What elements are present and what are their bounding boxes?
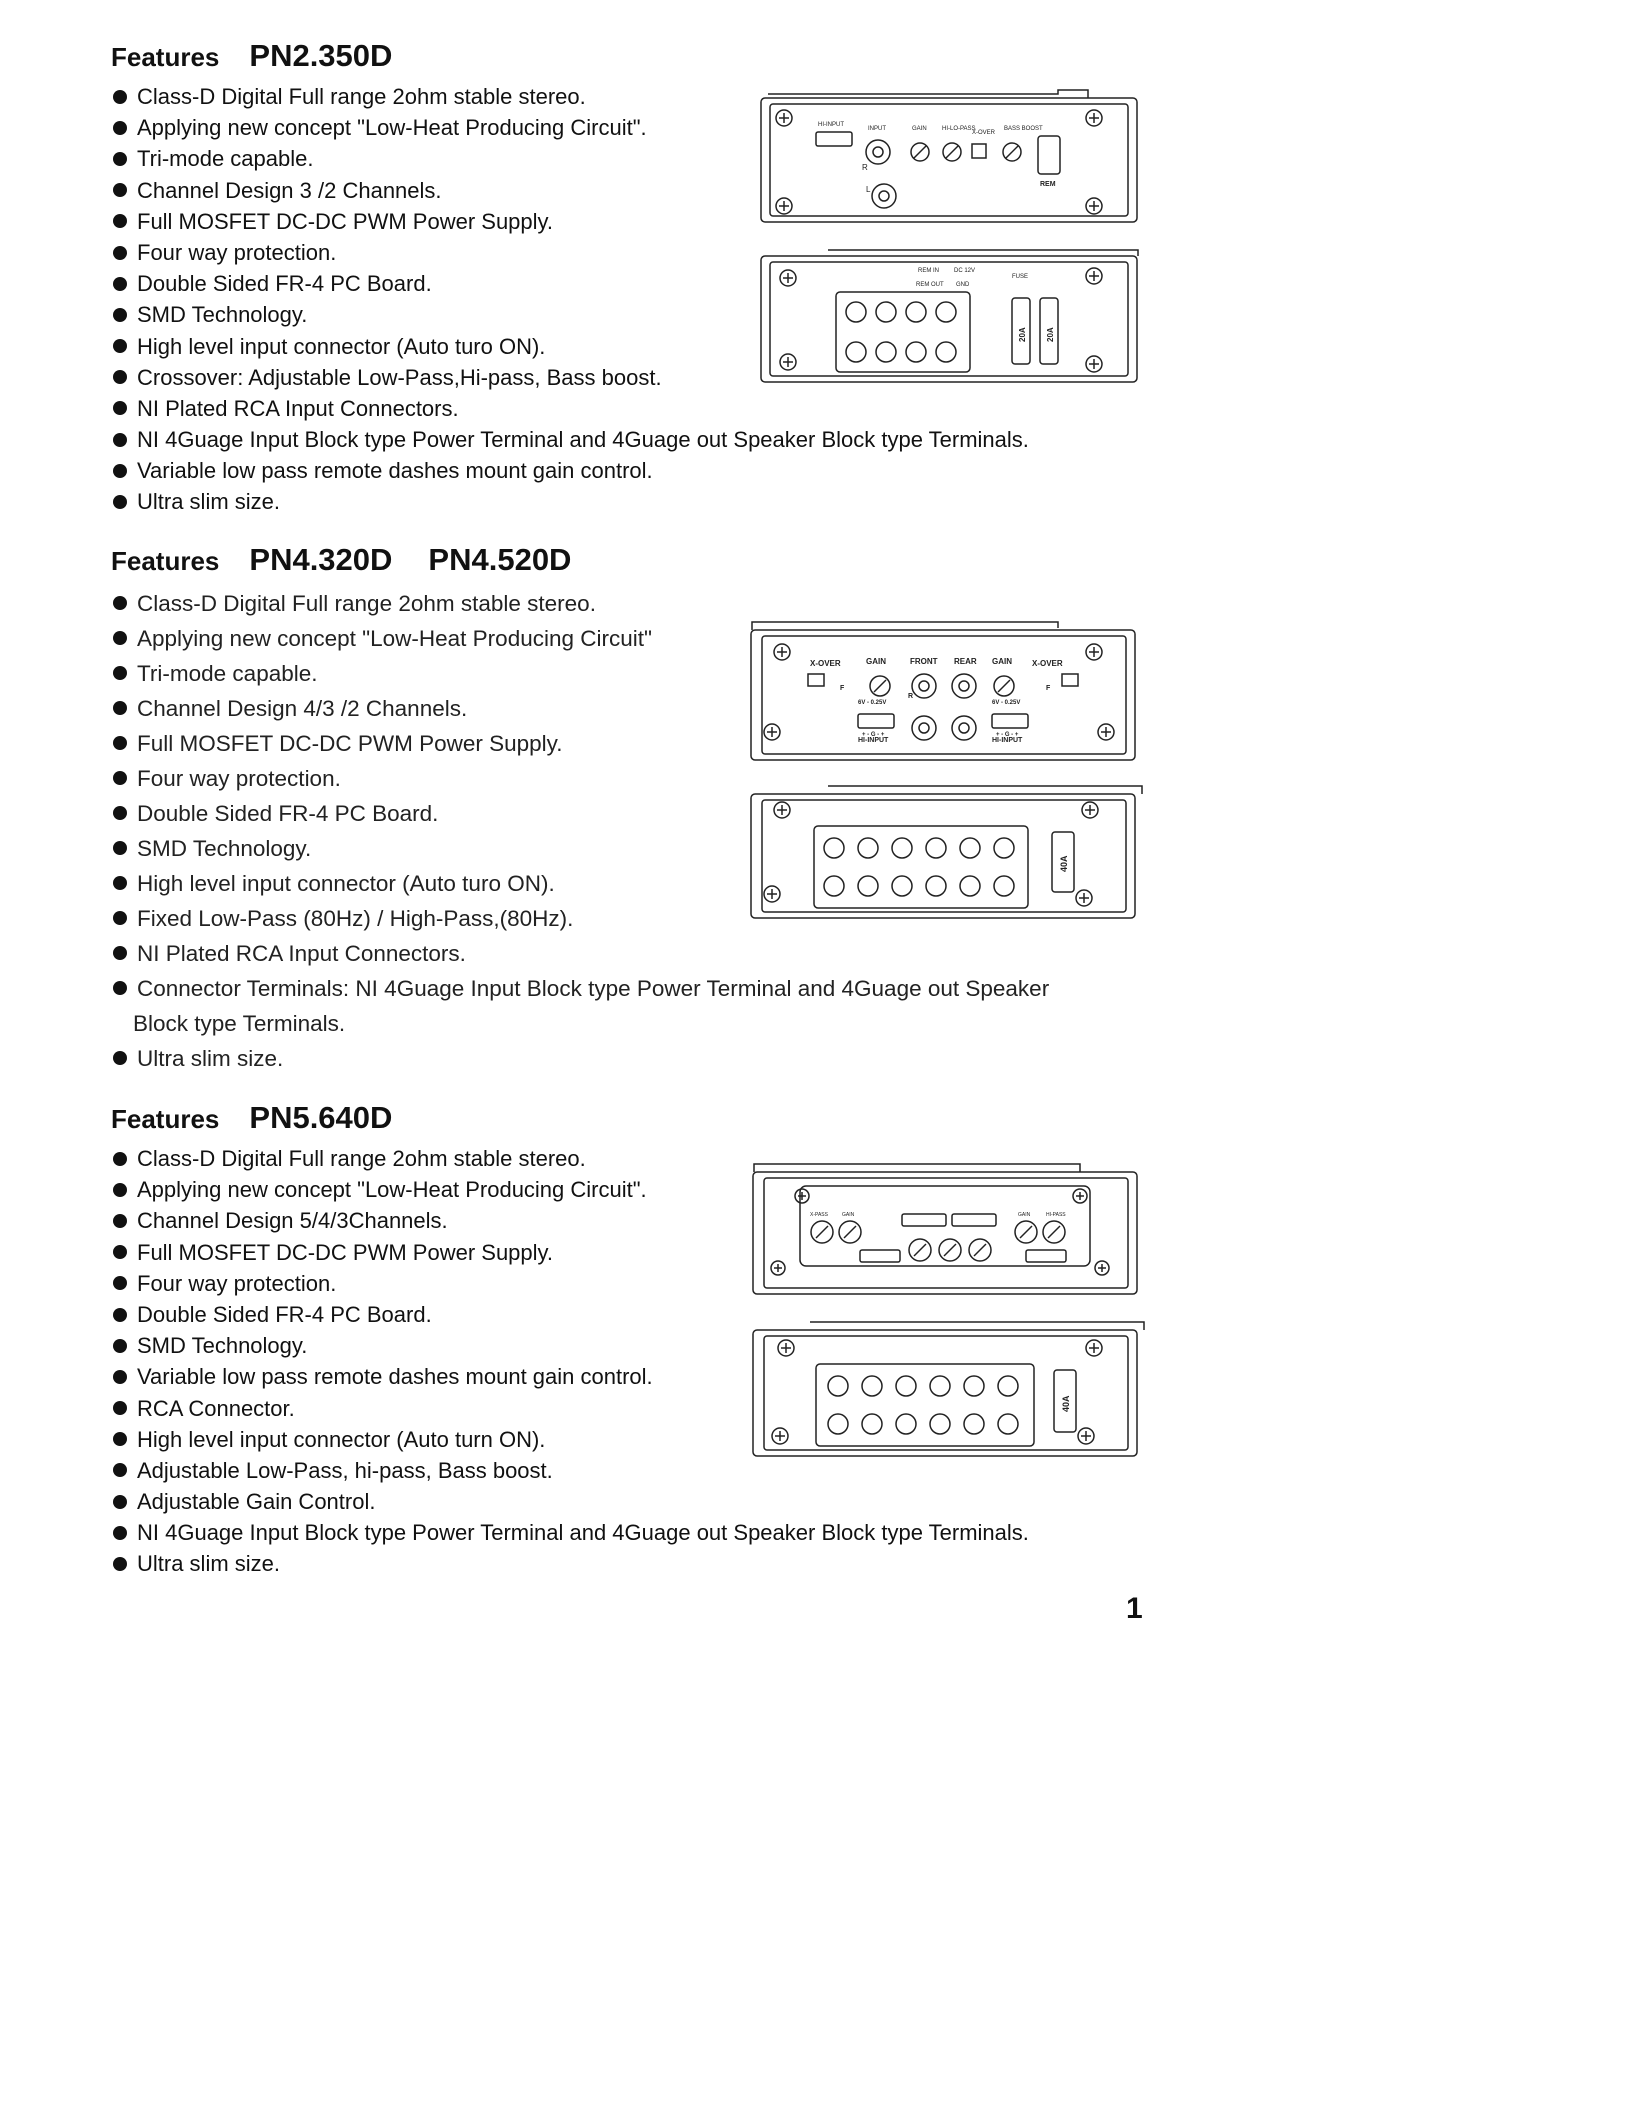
panel-label: GAIN [1018,1212,1031,1218]
panel-label: HI-LO-PASS [942,126,976,132]
pn4-rear-panel-diagram [748,782,1146,922]
bullet-icon [113,771,127,785]
bullet-icon [113,911,127,925]
bullet-icon [113,1526,127,1540]
feature-item: Four way protection. [111,237,1029,268]
bullet-icon [113,1339,127,1353]
feature-item: SMD Technology. [111,831,1049,866]
bullet-icon [113,876,127,890]
feature-item: Full MOSFET DC-DC PWM Power Supply. [111,1237,1029,1268]
panel-label: GAIN [912,126,927,132]
panel-label: FUSE [1012,274,1029,280]
bullet-icon [113,214,127,228]
feature-item: Tri-mode capable. [111,656,1049,691]
bullet-icon [113,1051,127,1065]
feature-item: Ultra slim size. [111,486,1029,517]
bullet-icon [113,1557,127,1571]
model-name: PN5.640D [249,1100,393,1135]
bullet-icon [113,806,127,820]
feature-item: RCA Connector. [111,1393,1029,1424]
panel-label: GND [956,282,970,288]
bullet-icon [113,1214,127,1228]
panel-label: X-OVER [810,659,841,668]
bullet-icon [113,736,127,750]
feature-item: SMD Technology. [111,299,1029,330]
panel-label: DC 12V [954,268,976,274]
feature-item: High level input connector (Auto turo ON). [111,331,1029,362]
feature-item: Fixed Low-Pass (80Hz) / High-Pass,(80Hz). [111,901,1049,936]
feature-item: Tri-mode capable. [111,143,1029,174]
feature-item: Ultra slim size. [111,1041,1049,1076]
feature-item: Adjustable Low-Pass, hi-pass, Bass boost. [111,1455,1029,1486]
bullet-icon [113,1463,127,1477]
feature-item: Applying new concept "Low-Heat Producing Circuit". [111,1174,1029,1205]
bullet-icon [113,596,127,610]
panel-label: + - G - + [996,732,1019,738]
feature-item: Full MOSFET DC-DC PWM Power Supply. [111,726,1049,761]
features-label: Features [111,42,220,72]
features-label: Features [111,546,220,576]
section-heading [111,1100,1029,1136]
bullet-icon [113,1432,127,1446]
feature-item: Channel Design 5/4/3Channels. [111,1205,1029,1236]
feature-item: Double Sided FR-4 PC Board. [111,1299,1029,1330]
panel-label: X-OVER [1032,659,1063,668]
bullet-icon [113,246,127,260]
bullet-icon [113,464,127,478]
panel-label: FRONT [910,657,938,666]
panel-label: INPUT [868,126,886,132]
bullet-icon [113,1401,127,1415]
panel-label: HI-INPUT [818,122,844,128]
feature-item: Full MOSFET DC-DC PWM Power Supply. [111,206,1029,237]
bullet-icon [113,666,127,680]
features-label: Features [111,1104,220,1134]
fuse-label: 20A [1046,327,1055,342]
panel-label: 6V - 0.25V [858,700,887,706]
bullet-icon [113,1370,127,1384]
bullet-icon [113,401,127,415]
feature-item: Applying new concept "Low-Heat Producing Circuit" [111,621,1049,656]
bullet-icon [113,1308,127,1322]
panel-label: GAIN [842,1212,855,1218]
panel-label: R [908,693,914,700]
model-name: PN4.320D [249,542,393,577]
bullet-icon [113,433,127,447]
panel-label: REM OUT [916,282,944,288]
feature-item: NI 4Guage Input Block type Power Terminal and 4Guage out Speaker Block type Terminals. [111,424,1029,455]
bullet-icon [113,90,127,104]
feature-item: NI Plated RCA Input Connectors. [111,393,1029,424]
pn5-front-panel-diagram [750,1160,1144,1298]
panel-label: X-OVER [972,130,996,136]
feature-item: NI Plated RCA Input Connectors. [111,936,1049,971]
feature-item: High level input connector (Auto turo ON). [111,866,1049,901]
pn2-front-panel-diagram [758,88,1144,226]
panel-label: F [840,685,845,692]
bullet-icon [113,495,127,509]
bullet-icon [113,370,127,384]
bullet-icon [113,841,127,855]
feature-item: NI 4Guage Input Block type Power Terminal and 4Guage out Speaker Block type Terminals. [111,1517,1029,1548]
model-name: PN4.520D [428,542,572,577]
panel-label: X-PASS [810,1212,828,1218]
bullet-icon [113,183,127,197]
feature-item: Channel Design 4/3 /2 Channels. [111,691,1049,726]
panel-label: REAR [954,657,977,666]
model-name: PN2.350D [249,38,393,73]
feature-item: Four way protection. [111,761,1049,796]
pn5-rear-panel-diagram [750,1318,1148,1460]
feature-continuation: Block type Terminals. [133,1011,346,1036]
bullet-icon [113,1183,127,1197]
bullet-icon [113,946,127,960]
panel-label: HI-PASS [1046,1212,1066,1218]
page-number: 1 [1126,1592,1143,1625]
feature-item: Applying new concept "Low-Heat Producing Circuit". [111,112,1029,143]
panel-label: HI-INPUT [992,737,1023,744]
feature-item: Class-D Digital Full range 2ohm stable stereo. [111,81,1029,112]
bullet-icon [113,339,127,353]
panel-label: REM IN [918,268,939,274]
bullet-icon [113,981,127,995]
pn4-front-panel-diagram [748,618,1142,768]
feature-item: Class-D Digital Full range 2ohm stable stereo. [111,586,1049,621]
fuse-label: 40A [1061,1395,1071,1412]
bullet-icon [113,1495,127,1509]
bullet-icon [113,152,127,166]
panel-label: BASS BOOST [1004,126,1043,132]
fuse-label: 40A [1059,855,1069,872]
bullet-icon [113,308,127,322]
feature-item: Variable low pass remote dashes mount gain control. [111,1361,1029,1392]
feature-item: Channel Design 3 /2 Channels. [111,175,1029,206]
feature-item: Four way protection. [111,1268,1029,1299]
panel-label: GAIN [866,657,886,666]
feature-item: Class-D Digital Full range 2ohm stable stereo. [111,1143,1029,1174]
section-heading [111,542,1049,578]
panel-label: L [866,185,871,194]
panel-label: HI-INPUT [858,737,889,744]
bullet-icon [113,701,127,715]
feature-item: Variable low pass remote dashes mount gain control. [111,455,1029,486]
panel-label: GAIN [992,657,1012,666]
feature-item: Crossover: Adjustable Low-Pass,Hi-pass, Bass boost. [111,362,1029,393]
feature-item: Adjustable Gain Control. [111,1486,1029,1517]
fuse-label: 20A [1018,327,1027,342]
feature-item: High level input connector (Auto turn ON). [111,1424,1029,1455]
bullet-icon [113,121,127,135]
feature-item: Double Sided FR-4 PC Board. [111,268,1029,299]
panel-label: REM [1040,181,1056,188]
panel-label: F [1046,685,1051,692]
bullet-icon [113,277,127,291]
panel-label: R [862,163,868,172]
feature-item: Ultra slim size. [111,1548,1029,1579]
pn2-rear-panel-diagram [758,246,1144,386]
bullet-icon [113,1152,127,1166]
feature-item: SMD Technology. [111,1330,1029,1361]
bullet-icon [113,631,127,645]
bullet-icon [113,1245,127,1259]
feature-item: Connector Terminals: NI 4Guage Input Block type Power Terminal and 4Guage out Speaker Block type Terminals. [111,971,1049,1041]
panel-label: 6V - 0.25V [992,700,1021,706]
bullet-icon [113,1276,127,1290]
panel-label: + - G - + [862,732,885,738]
feature-item: Double Sided FR-4 PC Board. [111,796,1049,831]
section-heading [111,38,1029,74]
